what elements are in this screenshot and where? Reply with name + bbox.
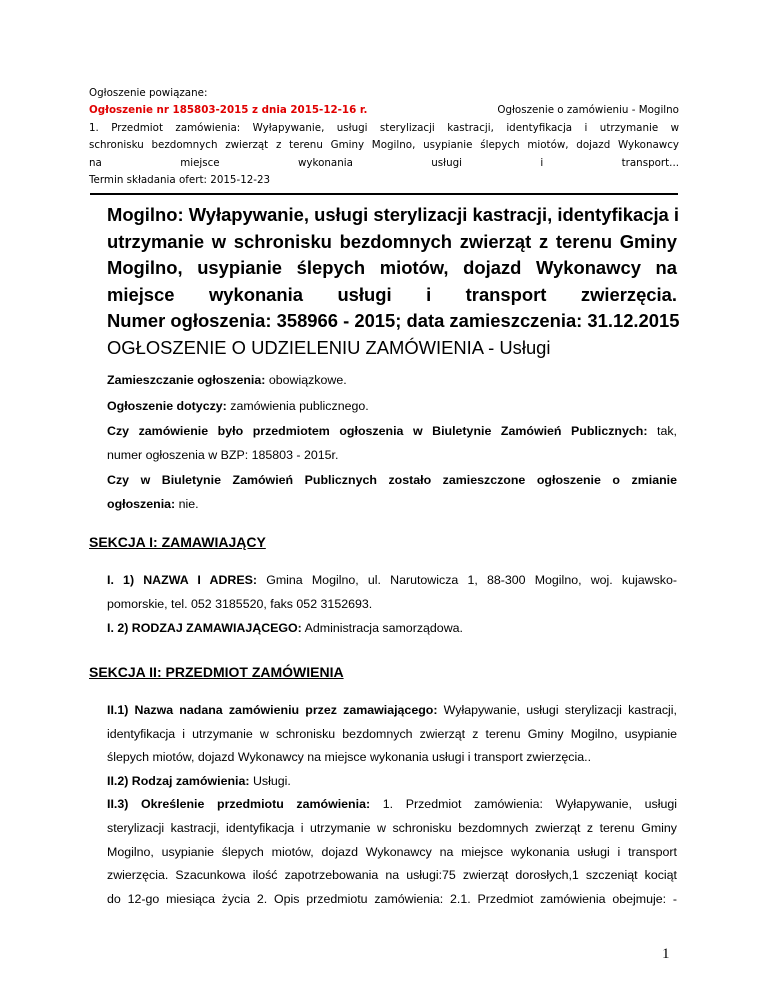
title-line-2: utrzymanie w schronisku bezdomnych zwierząt z terenu Gminy (107, 230, 677, 252)
title-word: transport (465, 283, 547, 305)
related-notice-link[interactable]: Ogłoszenie nr 185803-2015 z dnia 2015-12-16 r. (89, 104, 368, 117)
page-number: 1 (662, 946, 670, 962)
related-word: i (540, 156, 544, 169)
order-desc-line-4: zwierzęcia. Szacunkowa ilość zapotrzebowania na usługi:75 zwierząt dorosłych,1 szczeniąt kociąt (107, 868, 677, 883)
title-line-5: Numer ogłoszenia: 358966 - 2015; data zamieszczenia: 31.12.2015 (107, 310, 680, 332)
notice-subtitle: OGŁOSZENIE O UDZIELENIU ZAMÓWIENIA - Usługi (107, 336, 551, 358)
related-word: na (89, 156, 102, 169)
related-line-2: 1. Przedmiot zamówienia: Wyłapywanie, usługi sterylizacji kastracji, identyfikacja i utrzymanie w (89, 121, 679, 134)
contracting-type: I. 2) RODZAJ ZAMAWIAJĄCEGO: Administracja samorządowa. (107, 621, 463, 636)
meta-change-line-2: ogłoszenia: nie. (107, 496, 199, 511)
title-word: miejsce (107, 283, 175, 305)
order-name-line-2: identyfikacja i utrzymanie w schronisku bezdomnych zwierząt z terenu Gminy Mogilno, usypianie (107, 726, 677, 741)
related-word: transport... (621, 156, 679, 169)
order-desc-line-5: do 12-go miesiąca życia 2. Opis przedmiotu zamówienia: 2.1. Przedmiot zamówienia obejmuje: - (107, 891, 677, 906)
title-word: usługi (337, 283, 392, 305)
title-line-3: Mogilno, usypianie ślepych miotów, dojazd Wykonawcy na (107, 257, 677, 279)
meta-publication: Zamieszczanie ogłoszenia: obowiązkowe. (107, 373, 347, 387)
title-line-4 (107, 282, 677, 309)
title-word: zwierzęcia. (580, 283, 677, 305)
title-word: i (426, 283, 432, 305)
order-desc-line-3: Mogilno, usypianie ślepych miotów, dojazd Wykonawcy na miejsce wykonania usługi i transport (107, 844, 677, 859)
order-name-line-3: ślepych miotów, dojazd Wykonawcy na miejsce wykonania usługi i transport zwierzęcia.. (107, 750, 592, 765)
section-1-heading: SEKCJA I: ZAMAWIAJĄCY (89, 534, 266, 550)
related-line-4 (89, 155, 679, 172)
address-line-1: I. 1) NAZWA I ADRES: Gmina Mogilno, ul. Narutowicza 1, 88-300 Mogilno, woj. kujawsko- (107, 573, 677, 587)
notice-meta (107, 369, 677, 517)
title-line-1: Mogilno: Wyłapywanie, usługi sterylizacji kastracji, identyfikacja i (107, 204, 679, 225)
order-desc-line-1: II.3) Określenie przedmiotu zamówienia: 1. Przedmiot zamówienia: Wyłapywanie, usługi (107, 797, 677, 812)
title-word: wykonania (208, 283, 303, 305)
order-name-line-1: II.1) Nazwa nadana zamówieniu przez zamawiającego: Wyłapywanie, usługi sterylizacji kastracji, (107, 703, 677, 717)
related-word: miejsce (180, 156, 220, 169)
meta-bzp-number: numer ogłoszenia w BZP: 185803 - 2015r. (107, 447, 339, 462)
related-notice (89, 85, 679, 189)
order-kind: II.2) Rodzaj zamówienia: Usługi. (107, 773, 291, 788)
section-2-body (107, 699, 677, 911)
related-word: wykonania (297, 156, 353, 169)
related-line-1-rest: Ogłoszenie o zamówieniu - Mogilno (497, 104, 679, 117)
page-title (107, 202, 680, 362)
meta-change-line-1: Czy w Biuletynie Zamówień Publicznych zostało zamieszczone ogłoszenie o zmianie (107, 473, 677, 488)
related-deadline: Termin składania ofert: 2015-12-23 (89, 174, 271, 187)
horizontal-divider (90, 193, 678, 195)
address-line-2: pomorskie, tel. 052 3185520, faks 052 3152693. (107, 596, 373, 611)
order-desc-line-2: sterylizacji kastracji, identyfikacja i utrzymanie w schronisku bezdomnych zwierząt z terenu Gminy (107, 820, 677, 835)
section-2-heading: SEKCJA II: PRZEDMIOT ZAMÓWIENIA (89, 664, 344, 680)
meta-bzp: Czy zamówienie było przedmiotem ogłoszenia w Biuletynie Zamówień Publicznych: tak, (107, 424, 677, 439)
section-1-body (107, 569, 677, 641)
related-line-3: schronisku bezdomnych zwierząt z terenu Gminy Mogilno, usypianie ślepych miotów, dojazd Wykonawcy (89, 139, 679, 152)
related-heading: Ogłoszenie powiązane: (89, 87, 208, 99)
meta-concerns: Ogłoszenie dotyczy: zamówienia publicznego. (107, 398, 369, 413)
related-word: usługi (431, 156, 463, 169)
related-line-1 (89, 102, 679, 119)
